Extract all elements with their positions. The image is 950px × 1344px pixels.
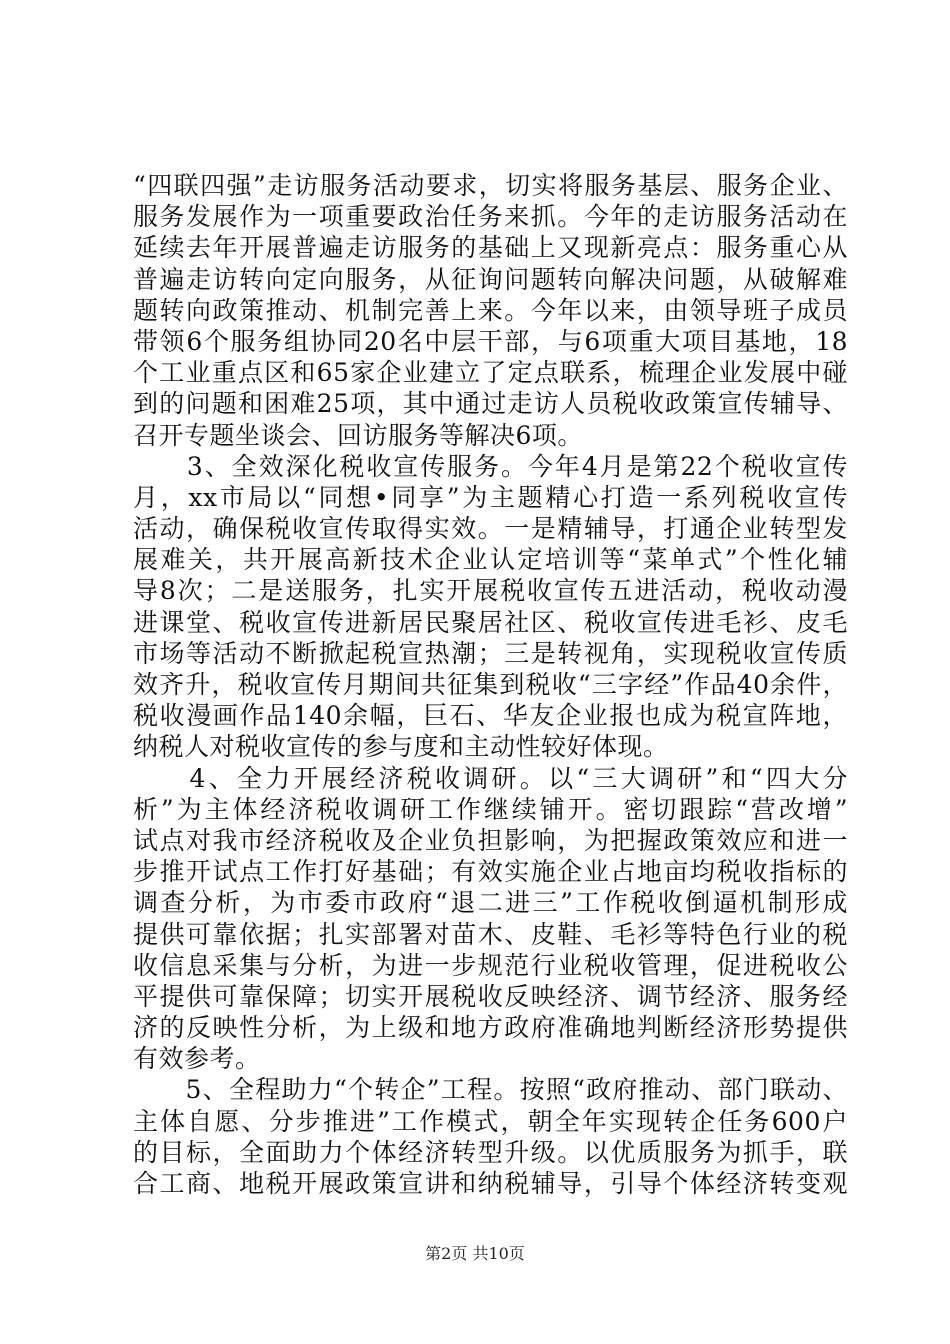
text-line: 到的问题和困难25项，其中通过走访人员税收政策宣传辅导、 (133, 389, 848, 419)
text-line: 活动，确保税收宣传取得实效。一是精辅导，打通企业转型发 (133, 514, 848, 544)
text-line: 3、全效深化税收宣传服务。今年4月是第22个税收宣传 (133, 451, 848, 481)
text-line: 步推开试点工作打好基础；有效实施企业占地亩均税收指标的 (133, 857, 848, 887)
text-line: 纳税人对税收宣传的参与度和主动性较好体现。 (133, 732, 669, 762)
text-line: 收信息采集与分析，为进一步规范行业税收管理，促进税收公 (133, 950, 848, 980)
page-number-footer: 第2页 共10页 (425, 1244, 525, 1263)
text-line: 税收漫画作品140余幅，巨石、华友企业报也成为税宣阵地， (133, 701, 848, 731)
text-line: “四联四强”走访服务活动要求，切实将服务基层、服务企业、 (133, 171, 848, 200)
text-line: 召开专题坐谈会、回访服务等解决6项。 (133, 420, 583, 450)
text-line: 展难关，共开展高新技术企业认定培训等“菜单式”个性化辅 (133, 545, 848, 575)
text-line: 个工业重点区和65家企业建立了定点联系，梳理企业发展中碰 (133, 358, 848, 388)
document-body (133, 170, 848, 1199)
text-line: 析”为主体经济税收调研工作继续铺开。密切跟踪“营改增” (133, 794, 848, 824)
text-line: 服务发展作为一项重要政治任务来抓。今年的走访服务活动在 (133, 202, 848, 232)
text-line: 的目标，全面助力个体经济转型升级。以优质服务为抓手，联 (133, 1137, 848, 1167)
text-line: 调查分析，为市委市政府“退二进三”工作税收倒逼机制形成 (133, 888, 848, 918)
text-line: 进课堂、税收宣传进新居民聚居社区、税收宣传进毛衫、皮毛 (133, 607, 848, 637)
text-line: 济的反映性分析，为上级和地方政府准确地判断经济形势提供 (133, 1013, 848, 1043)
text-line: 4、全力开展经济税收调研。以“三大调研”和“四大分 (133, 763, 848, 793)
text-line: 主体自愿、分步推进”工作模式，朝全年实现转企任务600户 (133, 1106, 848, 1136)
text-line: 有效参考。 (133, 1044, 261, 1074)
text-line: 5、全程助力“个转企”工程。按照“政府推动、部门联动、 (133, 1075, 848, 1105)
text-line: 试点对我市经济税收及企业负担影响，为把握政策效应和进一 (133, 825, 848, 855)
text-line: 普遍走访转向定向服务，从征询问题转向解决问题，从破解难 (133, 264, 848, 294)
text-line: 题转向政策推动、机制完善上来。今年以来，由领导班子成员 (133, 295, 848, 325)
text-line: 月，xx市局以“同想•同享”为主题精心打造一系列税收宣传 (133, 482, 848, 512)
text-line: 合工商、地税开展政策宣讲和纳税辅导，引导个体经济转变观 (133, 1169, 848, 1198)
text-line: 带领6个服务组协同20名中层干部，与6项重大项目基地，18 (133, 326, 848, 356)
text-line: 效齐升，税收宣传月期间共征集到税收“三字经”作品40余件， (133, 670, 848, 699)
text-line: 市场等活动不断掀起税宣热潮；三是转视角，实现税收宣传质 (133, 638, 848, 668)
text-line: 导8次；二是送服务，扎实开展税收宣传五进活动，税收动漫 (133, 576, 848, 606)
text-line: 延续去年开展普遍走访服务的基础上又现新亮点：服务重心从 (133, 233, 848, 263)
text-line: 提供可靠依据；扎实部署对苗木、皮鞋、毛衫等特色行业的税 (133, 919, 848, 949)
text-line: 平提供可靠保障；切实开展税收反映经济、调节经济、服务经 (133, 981, 848, 1011)
